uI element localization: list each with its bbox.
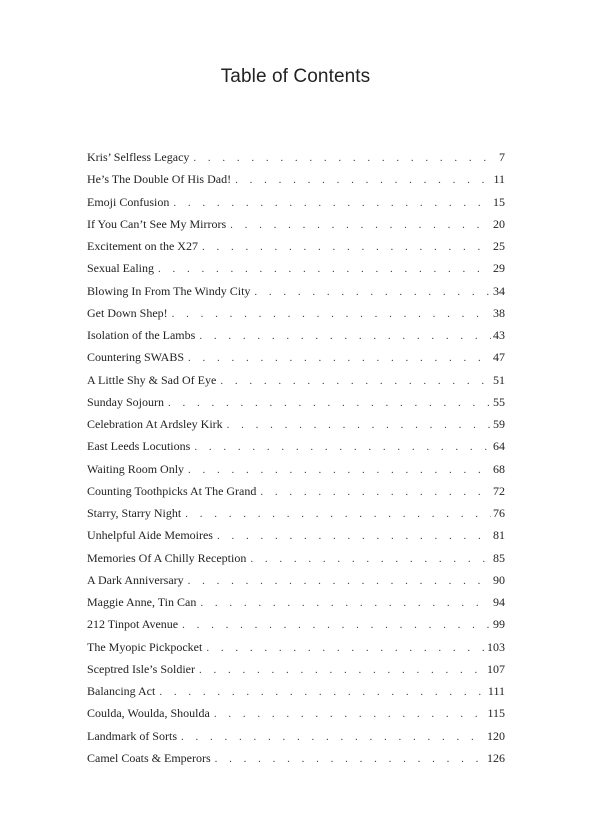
toc-entry-page-number: 38 (493, 305, 505, 320)
toc-entry-title: Coulda, Woulda, Shoulda (87, 706, 210, 721)
toc-entry-title: East Leeds Locutions (87, 439, 191, 454)
toc-entry[interactable] (87, 257, 505, 279)
toc-entry-title: Camel Coats & Emperors (87, 750, 211, 765)
toc-entry-page-number: 72 (493, 483, 505, 498)
toc-entry-page-number: 29 (493, 261, 505, 276)
toc-entry[interactable] (87, 213, 505, 235)
toc-entry-page-number: 11 (493, 172, 505, 187)
toc-entry[interactable] (87, 725, 505, 747)
toc-entry[interactable] (87, 191, 505, 213)
toc-entry-page-number: 115 (487, 706, 505, 721)
toc-entry[interactable] (87, 280, 505, 302)
toc-entry[interactable] (87, 391, 505, 413)
toc-entry-title: Isolation of the Lambs (87, 328, 196, 342)
dot-leader (199, 659, 485, 681)
toc-entry[interactable] (87, 346, 505, 368)
toc-entry-page-number: 64 (493, 439, 505, 454)
page-title: Table of Contents (220, 66, 371, 87)
dot-leader (181, 726, 485, 748)
dot-leader (200, 592, 491, 614)
toc-entry-title: A Little Shy & Sad Of Eye (87, 372, 217, 387)
toc-entry-title: Blowing In From The Windy City (87, 283, 251, 298)
toc-entry-title: The Myopic Pickpocket (87, 639, 203, 654)
toc-entry-title: Sunday Sojourn (87, 394, 165, 409)
toc-entry-title: 212 Tinpot Avenue (87, 617, 179, 632)
toc-entry-title: Balancing Act (87, 684, 156, 698)
toc-entry-page-number: 120 (487, 728, 505, 743)
toc-entry-title: Starry, Starry Night (87, 506, 182, 520)
toc-entry-title: Unhelpful Aide Memoires (87, 528, 213, 543)
toc-entry[interactable] (87, 591, 505, 613)
toc-entry-page-number: 20 (493, 216, 505, 231)
dot-leader (188, 347, 491, 369)
toc-entry-title: Counting Toothpicks At The Grand (87, 483, 257, 498)
toc-entry[interactable] (87, 302, 505, 324)
toc-entry[interactable] (87, 636, 505, 658)
dot-leader (188, 570, 491, 592)
dot-leader (235, 169, 491, 191)
toc-entry[interactable] (87, 524, 505, 546)
toc-entry[interactable] (87, 480, 505, 502)
toc-entry-page-number: 81 (493, 528, 505, 543)
dot-leader (206, 637, 485, 659)
toc-entry-page-number: 99 (493, 617, 505, 632)
dot-leader (173, 192, 491, 214)
dot-leader (217, 525, 491, 547)
toc-entry-page-number: 90 (493, 572, 505, 587)
toc-entry-title: He’s The Double Of His Dad! (87, 172, 232, 187)
dot-leader (194, 436, 491, 458)
toc-entry-page-number: 107 (487, 661, 505, 676)
toc-entry-page-number: 47 (493, 350, 505, 365)
toc-entry[interactable] (87, 680, 505, 702)
toc-entry-title: Landmark of Sorts (87, 728, 177, 743)
dot-leader (168, 392, 491, 414)
toc-entry-page-number: 68 (493, 461, 505, 476)
toc-entry[interactable] (87, 502, 505, 524)
dot-leader (159, 681, 486, 703)
toc-entry-page-number: 85 (493, 550, 505, 565)
toc-entry[interactable] (87, 146, 505, 168)
toc-entry[interactable] (87, 235, 505, 257)
dot-leader (214, 703, 486, 725)
toc-entry[interactable] (87, 324, 505, 346)
toc-entry-page-number: 103 (487, 639, 505, 654)
toc-entry-page-number: 111 (487, 684, 505, 698)
toc-entry-page-number: 126 (487, 750, 505, 765)
dot-leader (254, 281, 491, 303)
dot-leader (193, 147, 497, 169)
toc-entry[interactable] (87, 547, 505, 569)
toc-entry-page-number: 43 (493, 328, 505, 342)
toc-entry[interactable] (87, 168, 505, 190)
dot-leader (260, 481, 491, 503)
toc-entry-title: Maggie Anne, Tin Can (87, 595, 197, 609)
dot-leader (172, 303, 491, 325)
toc-entry[interactable] (87, 458, 505, 480)
toc-entry-title: Excitement on the X27 (87, 239, 198, 253)
toc-entry-title: Celebration At Ardsley Kirk (87, 417, 223, 431)
toc-entry-title: Waiting Room Only (87, 461, 185, 476)
toc-entry-page-number: 25 (493, 239, 505, 253)
toc-entry-page-number: 34 (493, 283, 505, 298)
toc-entry-title: Emoji Confusion (87, 194, 170, 209)
toc-entry-page-number: 76 (493, 506, 505, 520)
toc-entry[interactable] (87, 435, 505, 457)
toc-entry-title: Sceptred Isle’s Soldier (87, 661, 195, 676)
dot-leader (188, 459, 491, 481)
dot-leader (227, 414, 491, 436)
toc-entry[interactable] (87, 369, 505, 391)
dot-leader (185, 503, 491, 525)
toc-entry-title: Kris’ Selfless Legacy (87, 150, 190, 164)
dot-leader (220, 370, 491, 392)
toc-entry-title: Memories Of A Chilly Reception (87, 550, 247, 565)
toc-entry-page-number: 94 (493, 595, 505, 609)
toc-entry-page-number: 59 (493, 417, 505, 431)
table-of-contents (87, 146, 505, 769)
dot-leader (182, 614, 491, 636)
toc-entry[interactable] (87, 613, 505, 635)
toc-entry-page-number: 15 (493, 194, 505, 209)
dot-leader (202, 236, 491, 258)
toc-entry[interactable] (87, 658, 505, 680)
dot-leader (230, 214, 491, 236)
toc-entry[interactable] (87, 569, 505, 591)
toc-entry-title: Get Down Shep! (87, 305, 168, 320)
toc-entry[interactable] (87, 702, 505, 724)
dot-leader (158, 258, 491, 280)
toc-entry-page-number: 55 (493, 394, 505, 409)
dot-leader (199, 325, 491, 347)
toc-entry-page-number: 7 (499, 150, 505, 164)
toc-entry-page-number: 51 (493, 372, 505, 387)
dot-leader (215, 748, 485, 770)
toc-entry-title: A Dark Anniversary (87, 572, 184, 587)
dot-leader (250, 548, 491, 570)
toc-entry[interactable] (87, 747, 505, 769)
toc-entry-title: If You Can’t See My Mirrors (87, 216, 227, 231)
toc-entry-title: Sexual Ealing (87, 261, 154, 276)
toc-entry-title: Countering SWABS (87, 350, 185, 365)
toc-entry[interactable] (87, 413, 505, 435)
